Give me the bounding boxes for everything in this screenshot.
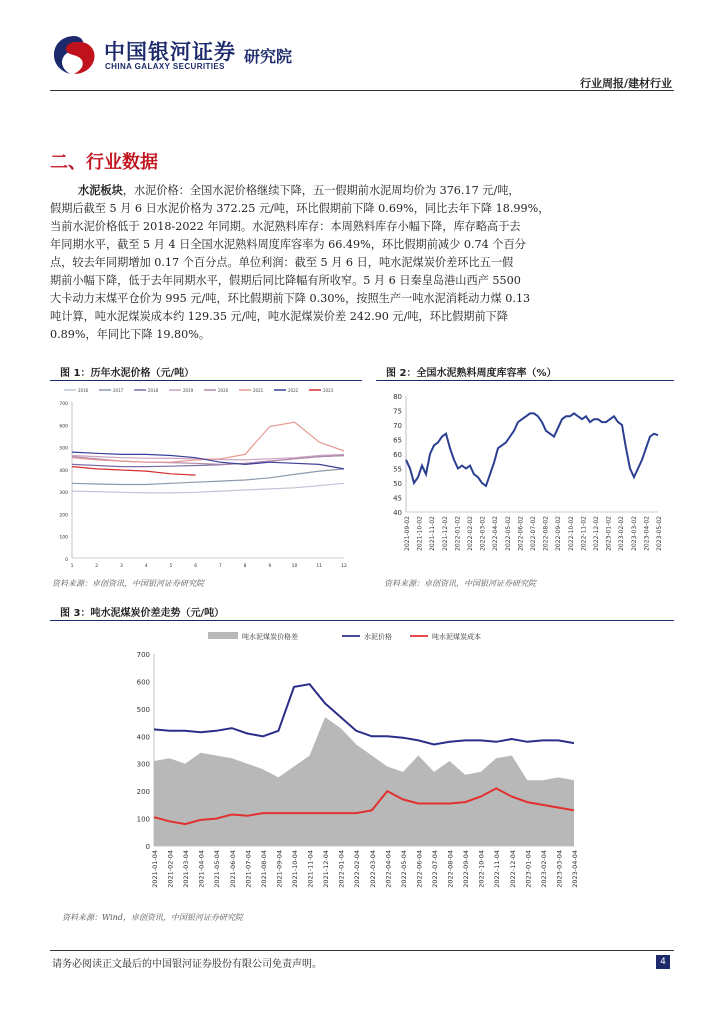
figure1-title-rule xyxy=(50,380,362,381)
header-rule xyxy=(50,90,674,91)
para-line: 点，较去年同期增加 0.17 个百分点。单位利润：截至 5 月 6 日，吨水泥煤炭价差环比五一假 xyxy=(50,256,514,269)
footer-rule xyxy=(50,950,674,951)
y-tick-label: 80 xyxy=(393,393,402,401)
x-tick-label: 2021-09-02 xyxy=(404,516,411,551)
series-line-2023 xyxy=(72,467,196,476)
y-tick-label: 200 xyxy=(59,513,68,519)
figure3-title-rule xyxy=(50,620,674,621)
y-tick-label: 40 xyxy=(393,509,402,517)
y-tick-label: 70 xyxy=(393,422,402,430)
x-tick-label: 11 xyxy=(316,564,323,569)
x-tick-label: 2022-08-02 xyxy=(542,516,550,551)
x-tick-label: 2022-07-04 xyxy=(431,850,439,888)
x-tick-label: 4 xyxy=(144,564,148,569)
x-tick-label: 2021-12-04 xyxy=(322,850,331,888)
y-tick-label: 300 xyxy=(136,760,150,769)
figure3-source: 资料来源：Wind，卓创资讯，中国银河证券研究院 xyxy=(62,913,243,922)
x-tick-label: 2021-04-04 xyxy=(197,850,206,888)
x-tick-label: 2023-05-02 xyxy=(656,516,663,551)
x-tick-label: 2021-01-04 xyxy=(151,850,159,888)
para-line: 假期后截至 5 月 6 日水泥价格为 372.25 元/吨，环比假期前下降 0.69%，同比去年下降 18.99%， xyxy=(50,202,550,215)
y-tick-label: 300 xyxy=(59,491,68,497)
para-line: 期前小幅下降，低于去年同期水平，假期后同比降幅有所收窄。5 月 6 日秦皇岛港山西产 5500 xyxy=(50,274,521,287)
legend-label-2017: 2017 xyxy=(113,388,124,393)
series-line-水泥价格 xyxy=(154,684,574,744)
figure2-source: 资料来源：卓创资讯，中国银河证券研究院 xyxy=(384,579,536,588)
y-tick-label: 400 xyxy=(59,468,68,474)
legend-label-2018: 2018 xyxy=(148,388,159,393)
legend-label-2023: 2023 xyxy=(323,388,334,393)
y-tick-label: 200 xyxy=(136,788,150,797)
y-tick-label: 400 xyxy=(136,733,150,742)
series-line-2017 xyxy=(72,469,344,485)
y-tick-label: 65 xyxy=(393,436,402,445)
figure2-title: 图 2：全国水泥熟料周度库容率（%） xyxy=(386,368,557,379)
x-tick-label: 2022-01-04 xyxy=(337,850,346,888)
y-tick-label: 75 xyxy=(393,407,402,416)
x-tick-label: 2021-05-04 xyxy=(213,850,222,888)
y-tick-label: 700 xyxy=(136,651,150,659)
figure1-chart xyxy=(52,382,352,578)
y-tick-label: 500 xyxy=(59,446,68,452)
figure1-title: 图 1：历年水泥价格（元/吨） xyxy=(60,368,195,379)
x-tick-label: 2023-01-02 xyxy=(605,516,613,551)
figure1-source: 资料来源：卓创资讯，中国银河证券研究院 xyxy=(52,579,204,588)
x-tick-label: 2022-05-04 xyxy=(399,850,408,888)
legend-label-2021: 2021 xyxy=(253,388,264,393)
x-tick-label: 5 xyxy=(169,564,173,569)
legend-label-吨水泥煤炭价格差: 吨水泥煤炭价格差 xyxy=(242,633,298,641)
para-lead: 水泥板块 xyxy=(78,183,123,197)
y-tick-label: 700 xyxy=(59,402,68,407)
x-tick-label: 12 xyxy=(341,564,347,569)
y-tick-label: 0 xyxy=(65,558,68,563)
x-tick-label: 2021-11-02 xyxy=(429,516,437,551)
x-tick-label: 2021-10-04 xyxy=(291,850,299,888)
page-number: 4 xyxy=(656,955,670,969)
x-tick-label: 2022-06-02 xyxy=(517,516,525,551)
section-title: 二、行业数据 xyxy=(50,152,158,173)
x-tick-label: 2021-09-04 xyxy=(275,850,284,888)
y-tick-label: 100 xyxy=(59,535,68,541)
legend-label-2019: 2019 xyxy=(183,388,194,393)
x-tick-label: 2023-03-04 xyxy=(555,850,564,888)
series-area-吨水泥煤炭价格差 xyxy=(154,717,574,846)
y-tick-label: 50 xyxy=(393,480,402,488)
x-tick-label: 2022-03-02 xyxy=(479,516,487,551)
x-tick-label: 10 xyxy=(291,564,298,569)
x-tick-label: 2022-04-04 xyxy=(384,850,393,888)
series-line-库容率 xyxy=(406,413,658,486)
logo-english-name: CHINA GALAXY SECURITIES xyxy=(105,62,225,71)
x-tick-label: 2023-01-04 xyxy=(524,850,533,888)
x-tick-label: 2022-07-02 xyxy=(530,516,537,551)
x-tick-label: 2021-08-04 xyxy=(259,850,268,888)
x-tick-label: 2022-12-02 xyxy=(593,516,600,551)
x-tick-label: 2021-02-04 xyxy=(166,850,175,888)
x-tick-label: 2023-03-02 xyxy=(630,516,638,551)
company-logo-icon xyxy=(52,34,98,76)
y-tick-label: 500 xyxy=(136,705,150,714)
report-category: 行业周报/建材行业 xyxy=(579,77,672,90)
y-tick-label: 0 xyxy=(145,843,150,851)
para-line: 大卡动力末煤平仓价为 995 元/吨，环比假期前下降 0.30%，按照生产一吨水泥消耗动力煤 0.13 xyxy=(50,292,531,305)
x-tick-label: 2021-11-04 xyxy=(306,850,315,888)
x-tick-label: 1 xyxy=(70,564,74,569)
legend-swatch-吨水泥煤炭价格差 xyxy=(208,632,238,639)
figure3-chart xyxy=(120,624,600,906)
footer-disclaimer: 请务必阅读正文最后的中国银河证券股份有限公司免责声明。 xyxy=(52,959,322,970)
y-tick-label: 60 xyxy=(393,451,402,459)
x-tick-label: 2023-02-02 xyxy=(618,516,626,551)
figure2-title-rule xyxy=(376,380,674,381)
x-tick-label: 2022-03-04 xyxy=(368,850,377,888)
legend-label-2022: 2022 xyxy=(288,388,299,393)
x-tick-label: 2022-09-02 xyxy=(555,516,563,551)
x-tick-label: 2022-04-02 xyxy=(492,516,500,551)
x-tick-label: 2022-01-02 xyxy=(454,516,462,551)
x-tick-label: 3 xyxy=(120,564,123,569)
para-line: 吨计算，吨水泥煤炭成本约 129.35 元/吨，吨水泥煤炭价差 242.90 元/吨，环比假期前下降 xyxy=(50,310,509,323)
x-tick-label: 2 xyxy=(95,564,99,569)
header xyxy=(0,0,724,92)
legend-label-2020: 2020 xyxy=(218,388,229,393)
x-tick-label: 2023-02-04 xyxy=(539,850,548,888)
y-tick-label: 600 xyxy=(136,678,150,687)
x-tick-label: 2022-05-02 xyxy=(504,516,512,551)
x-tick-label: 2021-12-02 xyxy=(441,516,449,551)
x-tick-label: 2022-09-04 xyxy=(462,850,471,888)
y-tick-label: 45 xyxy=(393,494,402,503)
series-line-2021 xyxy=(72,422,344,462)
x-tick-label: 2021-03-04 xyxy=(182,850,191,888)
y-tick-label: 100 xyxy=(136,815,150,824)
para-line: 年同期水平，截至 5 月 4 日全国水泥熟料周度库容率为 66.49%，环比假期前减少 0.74 个百分 xyxy=(50,238,526,251)
legend-label-2016: 2016 xyxy=(78,388,89,393)
x-tick-label: 6 xyxy=(194,564,198,569)
logo-chinese-name: 中国银河证券 xyxy=(104,40,236,64)
x-tick-label: 2021-10-02 xyxy=(416,516,424,551)
x-tick-label: 2022-10-04 xyxy=(477,850,486,888)
body-paragraph xyxy=(50,181,652,344)
x-tick-label: 7 xyxy=(218,564,222,569)
x-tick-label: 2022-11-02 xyxy=(580,516,588,551)
figure3-title: 图 3：吨水泥煤炭价差走势（元/吨） xyxy=(60,608,225,619)
legend-label-吨水泥煤炭成本: 吨水泥煤炭成本 xyxy=(432,633,481,641)
x-tick-label: 2022-11-04 xyxy=(493,850,502,888)
x-tick-label: 2023-04-04 xyxy=(571,850,579,888)
x-tick-label: 2022-10-02 xyxy=(567,516,575,551)
x-tick-label: 2023-04-02 xyxy=(643,516,651,551)
x-tick-label: 2022-12-04 xyxy=(508,850,517,888)
x-tick-label: 9 xyxy=(268,564,272,569)
x-tick-label: 2022-02-02 xyxy=(467,516,474,551)
y-tick-label: 600 xyxy=(59,424,68,430)
para-line: 0.89%，年同比下降 19.80%。 xyxy=(50,328,211,341)
legend-label-水泥价格: 水泥价格 xyxy=(364,633,392,641)
figure2-chart xyxy=(376,384,672,576)
x-tick-label: 2022-02-04 xyxy=(353,850,362,888)
x-tick-label: 2022-08-04 xyxy=(446,850,455,888)
x-tick-label: 2021-07-04 xyxy=(244,850,253,888)
x-tick-label: 2022-06-04 xyxy=(415,850,424,888)
para-line: 当前水泥价格低于 2018-2022 年同期。水泥熟料库存：本周熟料库存小幅下降，库存略高于去 xyxy=(50,220,521,233)
para-line: 水泥板块，水泥价格：全国水泥价格继续下降，五一假期前水泥周均价为 376.17 元/吨， xyxy=(78,183,520,197)
y-tick-label: 55 xyxy=(393,465,402,474)
logo-suffix: 研究院 xyxy=(244,47,293,66)
x-tick-label: 8 xyxy=(243,564,247,569)
x-tick-label: 2021-06-04 xyxy=(228,850,237,888)
